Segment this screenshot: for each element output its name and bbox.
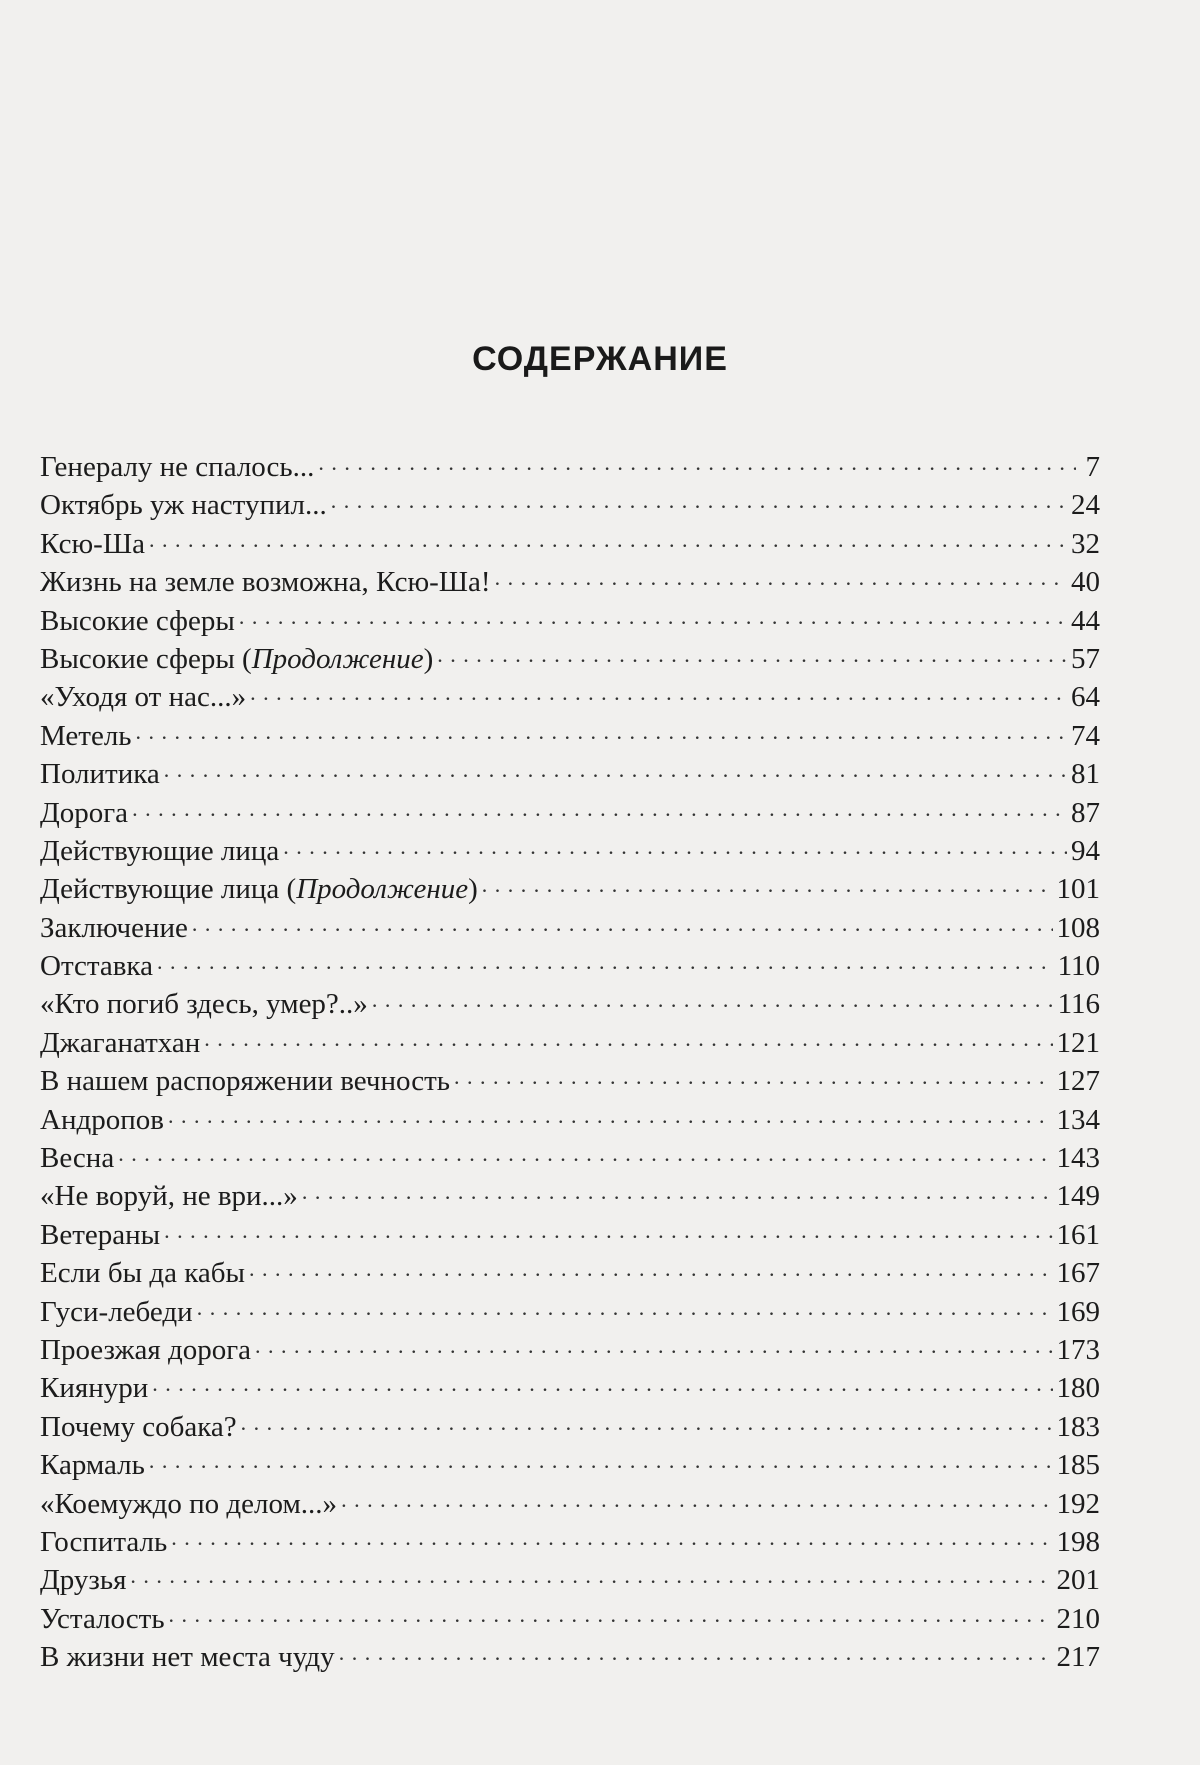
toc-entry-title-text: Почему собака?: [40, 1410, 237, 1443]
dot-leader: [283, 822, 1067, 860]
dot-leader: [241, 1398, 1053, 1436]
toc-entry-title-text: Кармаль: [40, 1449, 145, 1482]
toc-entry-page-number: 198: [1056, 1525, 1100, 1558]
toc-entry-title-text: Ветераны: [40, 1218, 161, 1251]
toc-entry: [40, 975, 1100, 1021]
dot-leader: [169, 1590, 1053, 1628]
toc-entry-page-number: 94: [1071, 834, 1100, 867]
toc-entry-page-number: 87: [1071, 796, 1100, 829]
toc-entry-title-text: Джаганатхан: [40, 1026, 201, 1059]
dot-leader: [197, 1283, 1053, 1321]
toc-entry-title-text: Дорога: [40, 796, 129, 829]
toc-entry-page-number: 143: [1056, 1142, 1100, 1175]
toc-entry-title-text: Ксю-Ша: [40, 527, 145, 560]
toc-entry: [40, 822, 1100, 867]
toc-entry-title-text: «Кто погиб здесь, умер?..»: [40, 988, 368, 1021]
dot-leader: [157, 937, 1054, 975]
toc-entry-title-text: В нашем распоряжении вечность: [40, 1065, 450, 1098]
toc-entry-title-text: Отставка: [40, 950, 153, 983]
dot-leader: [482, 860, 1053, 898]
toc-entry: [40, 515, 1100, 560]
toc-entry: [40, 1091, 1100, 1136]
toc-entry: [40, 1167, 1100, 1213]
toc-entry-title: [40, 525, 149, 563]
dot-leader: [372, 975, 1054, 1013]
dot-leader: [164, 1206, 1052, 1244]
toc-entry-title-text: Усталость: [40, 1602, 165, 1635]
toc-entry-title-text: «Коемуждо по делом...»: [40, 1487, 338, 1520]
toc-entry-page-number: 192: [1056, 1487, 1100, 1520]
dot-leader: [437, 630, 1067, 668]
toc-entry-page-number: 24: [1071, 489, 1100, 522]
dot-leader: [339, 1628, 1053, 1666]
toc-entry-title-text: Госпиталь: [40, 1525, 168, 1558]
toc-entry-page-number: 40: [1071, 566, 1100, 599]
toc-entry: [40, 1590, 1100, 1635]
toc-entry: [40, 1244, 1100, 1290]
dot-leader: [136, 707, 1067, 745]
dot-leader: [149, 1436, 1053, 1474]
dot-leader: [302, 1167, 1053, 1205]
dot-leader: [331, 476, 1067, 514]
dot-leader: [149, 515, 1067, 553]
toc-entry-page-number: 201: [1056, 1564, 1100, 1597]
toc-entry: [40, 1475, 1100, 1520]
toc-entry-page-number: 180: [1056, 1372, 1100, 1405]
toc-entry-title-text: Гуси-лебеди: [40, 1295, 193, 1328]
toc-entry: [40, 1359, 1100, 1405]
toc-entry-title-text: Генералу не спалось...: [40, 451, 315, 483]
toc-entry-page-number: 116: [1057, 988, 1100, 1021]
toc-entry-title: [40, 1446, 149, 1484]
toc-entry: [40, 1628, 1100, 1674]
toc-entry-page-number: 173: [1056, 1333, 1100, 1366]
toc-entry-title-text: Высокие сферы (: [40, 642, 252, 675]
toc-entry-page-number: 134: [1056, 1103, 1100, 1136]
dot-leader: [192, 899, 1053, 937]
toc-entry: [40, 438, 1100, 483]
toc-entry: [40, 1129, 1100, 1175]
dot-leader: [164, 745, 1067, 783]
toc-entry-page-number: 169: [1056, 1295, 1100, 1328]
toc-entry: [40, 553, 1100, 599]
toc-entry-title: [40, 602, 239, 640]
toc-entry-page-number: 101: [1056, 873, 1100, 906]
toc-entry-page-number: 121: [1056, 1026, 1100, 1059]
toc-entry-title-text: «Уходя от нас...»: [40, 681, 247, 714]
toc-entry-page-number: 127: [1056, 1065, 1100, 1098]
toc-entry: [40, 1283, 1100, 1328]
dot-leader: [255, 1321, 1053, 1359]
toc-entry-title-tail: ): [468, 873, 478, 906]
toc-entry-title-text: Заключение: [40, 911, 188, 944]
toc-entry-title-text: Весна: [40, 1142, 115, 1175]
toc-entry-title: [40, 448, 318, 486]
toc-entry-title: [40, 947, 157, 985]
toc-entry-page-number: 185: [1056, 1449, 1100, 1482]
dot-leader: [341, 1475, 1052, 1513]
toc-entry-page-number: 217: [1056, 1641, 1100, 1674]
toc-entry-page-number: 32: [1071, 527, 1100, 560]
toc-entry-title-text: Действующие лица: [40, 834, 280, 867]
toc-entry-page-number: 7: [1085, 451, 1100, 483]
toc-entry-title-text: Высокие сферы: [40, 604, 235, 637]
toc-entry-title: [40, 1638, 339, 1676]
toc-entry-page-number: 161: [1056, 1218, 1100, 1251]
dot-leader: [454, 1052, 1053, 1090]
toc-entry-title: [40, 1293, 197, 1331]
toc-entry: [40, 784, 1100, 829]
toc-entry-title-italic: Продолжение: [296, 873, 469, 906]
toc-entry: [40, 1398, 1100, 1443]
toc-entry-title-text: Жизнь на земле возможна, Ксю-Ша!: [40, 566, 491, 599]
dot-leader: [168, 1091, 1053, 1129]
toc-entry-page-number: 210: [1056, 1602, 1100, 1635]
toc-entry: [40, 937, 1100, 983]
dot-leader: [152, 1359, 1052, 1397]
toc-entry-title: [40, 1561, 130, 1599]
toc-entry-title-text: «Не воруй, не ври...»: [40, 1180, 298, 1213]
toc-entry-title-text: Киянури: [40, 1372, 149, 1405]
toc-entry: [40, 745, 1100, 791]
table-of-contents: [40, 438, 1100, 1674]
toc-entry-page-number: 167: [1056, 1257, 1100, 1290]
toc-entry-page-number: 57: [1071, 642, 1100, 675]
toc-entry-title-text: Политика: [40, 758, 160, 791]
dot-leader: [318, 438, 1076, 476]
toc-entry-title-text: Метель: [40, 719, 132, 752]
toc-entry-title-text: Действующие лица (: [40, 873, 297, 906]
toc-entry-page-number: 74: [1071, 719, 1100, 752]
toc-entry: [40, 1551, 1100, 1597]
toc-entry-page-number: 110: [1057, 950, 1100, 983]
toc-entry-title-text: Проезжая дорога: [40, 1333, 251, 1366]
toc-entry-title-text: Октябрь уж наступил...: [40, 489, 327, 522]
toc-entry-title: [40, 1024, 204, 1062]
toc-entry-title: [40, 1139, 118, 1177]
toc-entry: [40, 1321, 1100, 1366]
toc-entry-title-text: В жизни нет места чуду: [40, 1641, 335, 1674]
toc-entry-title-text: Андропов: [40, 1103, 164, 1136]
toc-entry-title-text: Если бы да кабы: [40, 1257, 245, 1290]
dot-leader: [249, 1244, 1053, 1282]
toc-entry-page-number: 183: [1056, 1410, 1100, 1443]
dot-leader: [239, 592, 1067, 630]
dot-leader: [495, 553, 1067, 591]
toc-entry-title-italic: Продолжение: [251, 642, 424, 675]
toc-entry-title: [40, 1216, 164, 1254]
toc-entry: [40, 1206, 1100, 1251]
dot-leader: [250, 668, 1067, 706]
dot-leader: [130, 1551, 1052, 1589]
toc-entry-page-number: 64: [1071, 681, 1100, 714]
toc-entry-title: [40, 832, 283, 870]
toc-entry: [40, 899, 1100, 944]
toc-entry: [40, 1513, 1100, 1558]
toc-entry-page-number: 149: [1056, 1180, 1100, 1213]
toc-entry-title-tail: ): [423, 642, 434, 675]
toc-entry-page-number: 44: [1071, 604, 1100, 637]
dot-leader: [171, 1513, 1052, 1551]
dot-leader: [132, 784, 1067, 822]
toc-entry-title: [40, 794, 132, 832]
toc-entry-title: [40, 1600, 169, 1638]
toc-entry-page-number: 81: [1071, 758, 1100, 791]
page-title: СОДЕРЖАНИЕ: [472, 340, 728, 378]
toc-entry-title: [40, 717, 136, 755]
dot-leader: [204, 1014, 1052, 1052]
toc-entry-title-text: Друзья: [40, 1564, 127, 1597]
toc-entry: [40, 707, 1100, 752]
toc-entry-title: [40, 1369, 152, 1407]
toc-entry-page-number: 108: [1056, 911, 1100, 944]
dot-leader: [118, 1129, 1052, 1167]
toc-entry: [40, 1436, 1100, 1482]
